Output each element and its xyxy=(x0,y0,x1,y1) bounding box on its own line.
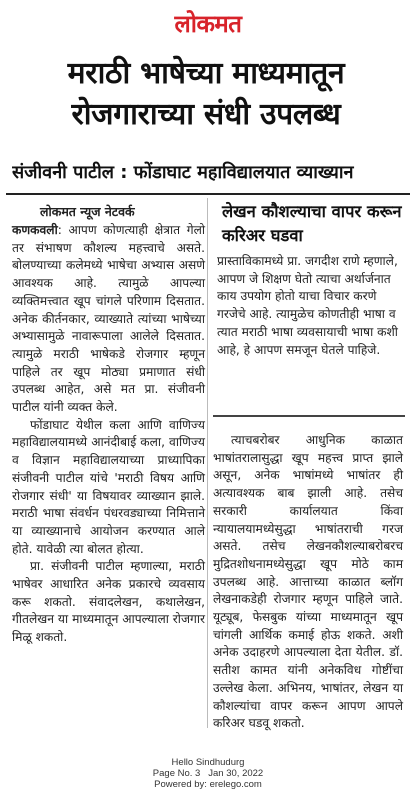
paragraph-1 xyxy=(12,222,205,417)
footer-date: Jan 30, 2022 xyxy=(208,768,264,779)
masthead-title: लोकमत xyxy=(174,10,242,38)
dateline: कणकवली xyxy=(12,223,58,237)
paragraph-3: प्रा. संजीवनी पाटील म्हणाल्या, मराठी भाषेवर आधारित अनेक प्रकारचे व्यवसाय करू शकतो. संवादलेखन, कथालेखन, गीतलेखन या माध्यमातून आपल्याला रोजगार मिळू शकतो. xyxy=(12,559,205,645)
footer-powered[interactable]: Powered by: erelego.com xyxy=(154,779,262,790)
article-left-column xyxy=(12,222,205,647)
paragraph-right-1: त्याचबरोबर आधुनिक काळात भाषांतरालासुद्धा खूप महत्त्व प्राप्त झाले असून, अनेक भाषांमध्ये भाषांतर ही अत्यावश्यक बाब झाली आहे. तसेच सरकारी कार्यालयात किंवा न्यायालयामध्येसुद्धा भाषांतराची गरज असते. तसेच लेखनकौशल्याबरोबरच मुद्रितशोधनामध्येसुद्धा खूप मोठे काम उपलब्ध आहे. आत्ताच्या काळात ब्लॉग लेखनाकडेही रोजगार म्हणून पाहिले जाते. यूट्यूब, फेसबुक यांच्या माध्यमातून खूप चांगली आर्थिक कमाई होऊ शकते. अशी अनेक उदाहरणे आपल्याला देता येतील. डॉ. सतीश कामत यांनी अनेकविध गोष्टींचा उल्लेख केला. अभिनय, भाषांतर, लेखन या कौशल्यांचा वापर करून आपण आपले करिअर घडवू शकतो. xyxy=(213,433,403,731)
paragraph-1-text: : आपण कोणत्याही क्षेत्रात गेलो तर संभाषण कौशल्य महत्त्वाचे असते. बोलण्याच्या कलेमध्ये भाषेचा अभ्यास असणे आवश्यक आहे. त्यामुळे आपल्या व्यक्तिमत्त्वात खूप चांगले परिणाम दिसतात. अनेक कीर्तनकार, व्याख्याते त्यांच्या भाषेच्या अभ्यासामुळे नावारूपाला आलेले दिसतात. त्यामुळे मराठी भाषेकडे रोजगार म्हणून पाहिले तर खूप मोठ्या प्रमाणात संधी उपलब्ध आहेत, असे मत प्रा. संजीवनी पाटील यांनी व्यक्त केले. xyxy=(12,223,205,415)
subheadline: संजीवनी पाटील : फोंडाघाट महाविद्यालयात व्याख्यान xyxy=(12,162,354,183)
page-footer xyxy=(0,757,416,790)
article-right-column xyxy=(213,432,403,733)
box-title: लेखन कौशल्याचा वापर करून करिअर घडवा xyxy=(222,202,402,245)
headline xyxy=(6,54,406,136)
paragraph-2: फोंडाघाट येथील कला आणि वाणिज्य महाविद्यालयामध्ये आनंदीबाई कला, वाणिज्य व विज्ञान महाविद्यालयाच्या प्राध्यापिका संजीवनी पाटील यांचे 'मराठी विषय आणि रोजगार संधी' या विषयावर व्याख्यान झाले. मराठी भाषा संवर्धन पंधरवड्याच्या निमित्ताने या व्याख्यानाचे आयोजन करण्यात आले होते. यावेळी त्या बोलत होत्या. xyxy=(12,417,205,556)
divider-top xyxy=(6,193,410,195)
headline-line-2: रोजगाराच्या संधी उपलब्ध xyxy=(71,97,341,132)
footer-page-line xyxy=(0,768,416,779)
footer-edition: Hello Sindhudurg xyxy=(171,757,245,768)
footer-page: Page No. 3 xyxy=(152,768,201,779)
column-divider xyxy=(207,198,208,728)
masthead-logo xyxy=(0,4,416,44)
box-divider xyxy=(213,415,405,417)
headline-line-1: मराठी भाषेच्या माध्यमातून xyxy=(67,56,345,91)
box-body: प्रास्ताविकामध्ये प्रा. जगदीश राणे म्हणाले, आपण जे शिक्षण घेतो त्याचा अर्थार्जनात काय उपयोग होतो याचा विचार करणे गरजेचे आहे. त्यामुळेच कोणतीही भाषा व त्यात मराठी भाषा व्यवसायाची भाषा कशी आहे, हे आपण समजून घेतले पाहिजे. xyxy=(217,254,398,357)
byline: लोकमत न्यूज नेटवर्क xyxy=(40,204,135,219)
